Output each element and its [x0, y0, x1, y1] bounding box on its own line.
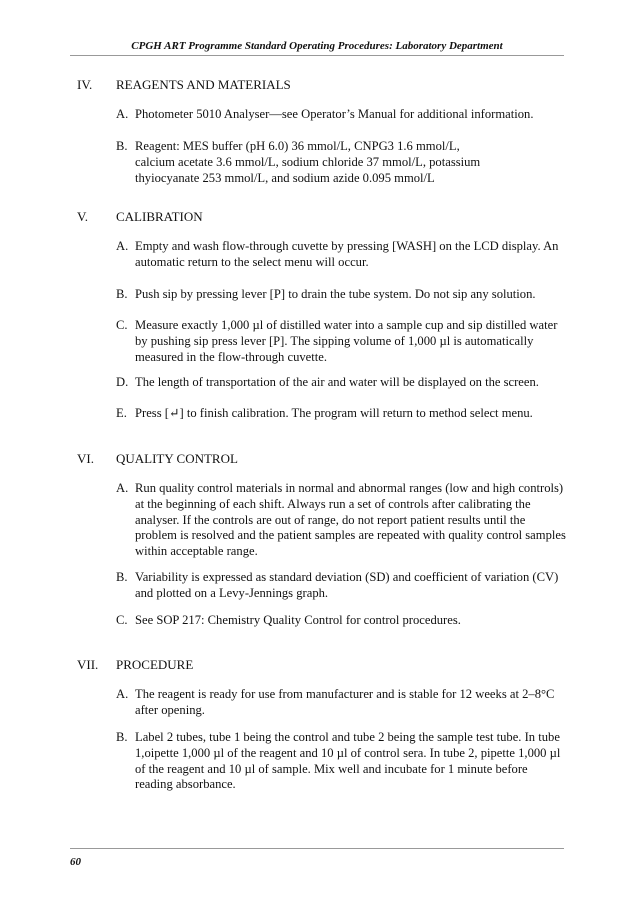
item-letter: B. — [116, 570, 128, 584]
section-number: VII. — [77, 657, 99, 672]
item-letter: D. — [116, 375, 129, 389]
item-text: Empty and wash flow-through cuvette by pressing [WASH] on the LCD display. An automatic return to the select menu will occur. — [135, 239, 559, 269]
list-item — [116, 730, 568, 793]
item-letter: C. — [116, 318, 128, 332]
item-letter: E. — [116, 406, 127, 420]
page-number: 60 — [70, 856, 81, 868]
item-letter: A. — [116, 687, 129, 701]
section-number: V. — [77, 209, 88, 224]
list-item — [116, 406, 568, 422]
item-text: Run quality control materials in normal and abnormal ranges (low and high controls) at the beginning of each shift. Always run a set of controls after calibrating the analyser. If the controls are out of range, do not report patient results until the problem is resolved and the patient samples are repeated with quality control samples within acceptable range. — [135, 481, 566, 559]
section-title: CALIBRATION — [116, 209, 203, 224]
item-text: See SOP 217: Chemistry Quality Control for control procedures. — [135, 613, 461, 627]
running-header: CPGH ART Programme Standard Operating Procedures: Laboratory Department — [131, 40, 503, 52]
item-letter: A. — [116, 107, 129, 121]
list-item — [116, 287, 568, 303]
item-text: Reagent: MES buffer (pH 6.0) 36 mmol/L, CNPG3 1.6 mmol/L, calcium acetate 3.6 mmol/L, sodium chloride 37 mmol/L, potassium thyiocyanate 253 mmol/L, and sodium azide 0.095 mmol/L — [135, 139, 481, 185]
list-item — [116, 375, 568, 391]
item-text: Photometer 5010 Analyser—see Operator’s Manual for additional information. — [135, 107, 534, 121]
section-number: IV. — [77, 77, 93, 92]
item-text: Measure exactly 1,000 µl of distilled water into a sample cup and sip distilled water by pushing sip press lever [P]. The sipping volume of 1,000 µl is automatically measured in the flow-through cuvette. — [135, 318, 558, 364]
footer-rule — [70, 848, 564, 849]
item-text: Press [↵] to finish calibration. The program will return to method select menu. — [135, 406, 533, 420]
item-text: Variability is expressed as standard deviation (SD) and coefficient of variation (CV) and plotted on a Levy-Jennings graph. — [135, 570, 559, 600]
list-item — [116, 687, 568, 719]
item-letter: B. — [116, 287, 128, 301]
item-text: The length of transportation of the air and water will be displayed on the screen. — [135, 375, 539, 389]
item-letter: A. — [116, 481, 129, 495]
section-title: REAGENTS AND MATERIALS — [116, 77, 291, 92]
list-item — [116, 318, 568, 365]
item-text: The reagent is ready for use from manufacturer and is stable for 12 weeks at 2–8°C after opening. — [135, 687, 555, 717]
item-letter: A. — [116, 239, 129, 253]
header-rule — [70, 55, 564, 56]
section-number: VI. — [77, 451, 94, 466]
item-letter: C. — [116, 613, 128, 627]
item-letter: B. — [116, 730, 128, 744]
list-item — [116, 139, 568, 186]
section-title: PROCEDURE — [116, 657, 194, 672]
section-title: QUALITY CONTROL — [116, 451, 238, 466]
item-text: Push sip by pressing lever [P] to drain the tube system. Do not sip any solution. — [135, 287, 536, 301]
item-letter: B. — [116, 139, 128, 153]
list-item — [116, 239, 568, 271]
list-item — [116, 613, 568, 629]
list-item — [116, 570, 568, 602]
item-text: Label 2 tubes, tube 1 being the control and tube 2 being the sample test tube. In tube 1,oipette 1,000 µl of the reagent and 10 µl of control sera. In tube 2, pipette 1,000 µl of the reagent and 10 µl of sample. Mix well and incubate for 1 minute before reading absorbance. — [135, 730, 561, 792]
list-item — [116, 481, 568, 560]
list-item — [116, 107, 568, 123]
